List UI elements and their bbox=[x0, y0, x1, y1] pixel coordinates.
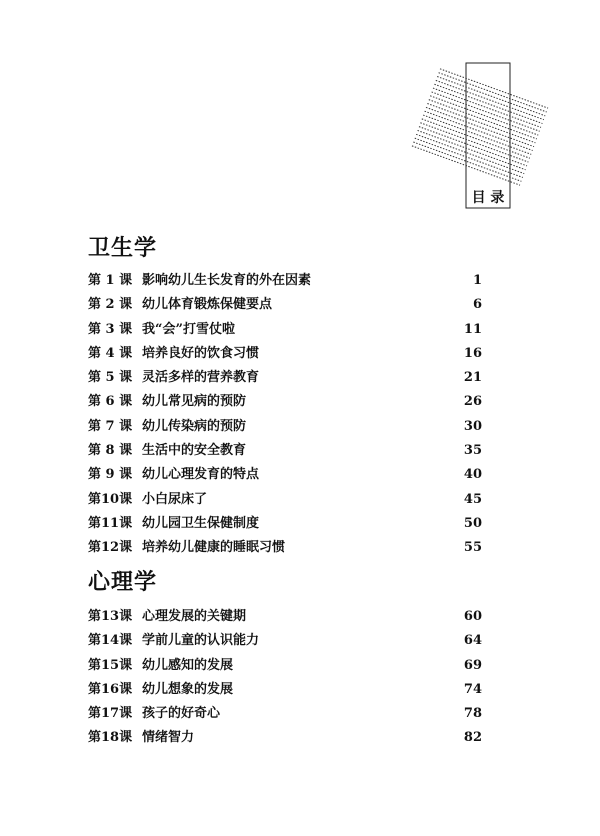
hatch-line bbox=[426, 107, 534, 146]
hatch-line bbox=[439, 73, 547, 112]
toc-entry-lesson-number: 第 3 课 bbox=[88, 321, 133, 337]
section-list-psychology bbox=[88, 608, 482, 754]
hatch-line bbox=[440, 69, 548, 108]
toc-entry-lesson-number: 第15课 bbox=[88, 657, 133, 673]
toc-entry-title: 幼儿感知的发展 bbox=[142, 657, 234, 673]
toc-entry-lesson-number: 第 7 课 bbox=[88, 418, 133, 434]
toc-entry bbox=[88, 632, 482, 656]
toc-entry-title: 培养良好的饮食习惯 bbox=[142, 345, 260, 361]
hatch-line bbox=[433, 88, 541, 127]
toc-entry bbox=[88, 608, 482, 632]
toc-entry bbox=[88, 515, 482, 539]
toc-entry-page-number: 16 bbox=[463, 345, 482, 361]
toc-entry-page-number: 45 bbox=[463, 491, 482, 507]
toc-entry-lesson-number: 第 9 课 bbox=[88, 467, 133, 483]
toc-entry-lesson-number: 第13课 bbox=[88, 609, 133, 624]
toc-entry bbox=[88, 442, 482, 466]
toc-entry-lesson-number: 第12课 bbox=[88, 540, 133, 556]
hatch-line bbox=[416, 134, 524, 173]
toc-entry-title: 情绪智力 bbox=[142, 730, 195, 746]
hatch-line bbox=[415, 138, 523, 177]
hatch-line bbox=[413, 142, 521, 181]
hatch-line bbox=[427, 103, 535, 142]
toc-entry-lesson-number: 第11课 bbox=[88, 515, 133, 531]
toc-entry bbox=[88, 345, 482, 369]
toc-entry-lesson-number: 第 6 课 bbox=[88, 394, 133, 410]
toc-entry bbox=[88, 491, 482, 515]
hatch-line bbox=[437, 77, 545, 116]
toc-entry-page-number: 6 bbox=[472, 297, 482, 313]
toc-entry-lesson-number: 第 2 课 bbox=[88, 297, 133, 313]
hatch-line bbox=[425, 111, 533, 150]
toc-entry bbox=[88, 272, 482, 296]
toc-entry-page-number: 21 bbox=[463, 370, 482, 386]
toc-entry-page-number: 82 bbox=[463, 730, 482, 746]
toc-entry-page-number: 11 bbox=[463, 321, 482, 337]
toc-entry-page-number: 55 bbox=[463, 540, 482, 556]
hatch-pattern bbox=[412, 69, 548, 185]
toc-entry-lesson-number: 第 1 课 bbox=[88, 273, 133, 288]
toc-entry-page-number: 1 bbox=[472, 273, 482, 288]
section-list-hygiene bbox=[88, 272, 482, 564]
toc-entry-title: 孩子的好奇心 bbox=[142, 706, 221, 722]
toc-entry-title: 学前儿童的认识能力 bbox=[142, 633, 260, 649]
hatch-line bbox=[418, 130, 526, 169]
toc-entry-lesson-number: 第10课 bbox=[88, 491, 133, 507]
toc-entry-title: 幼儿常见病的预防 bbox=[142, 394, 247, 410]
hatch-line bbox=[423, 115, 531, 154]
toc-entry-lesson-number: 第 5 课 bbox=[88, 370, 133, 386]
hatch-line bbox=[434, 84, 542, 123]
toc-entry-title: 幼儿园卫生保健制度 bbox=[142, 515, 260, 531]
hatch-line bbox=[430, 96, 538, 135]
hatch-line bbox=[436, 80, 544, 119]
toc-title: 目 录 bbox=[471, 190, 505, 206]
toc-entry-lesson-number: 第 8 课 bbox=[88, 443, 133, 459]
toc-entry-title: 生活中的安全教育 bbox=[142, 443, 247, 459]
section-heading-hygiene: 卫生学 bbox=[88, 235, 158, 261]
toc-entry-lesson-number: 第16课 bbox=[88, 681, 133, 697]
hatch-line bbox=[429, 100, 537, 139]
toc-entry bbox=[88, 369, 482, 393]
toc-entry bbox=[88, 681, 482, 705]
toc-entry-page-number: 26 bbox=[463, 394, 482, 410]
toc-entry-lesson-number: 第 4 课 bbox=[88, 345, 133, 361]
hatch-line bbox=[422, 119, 530, 158]
section-heading-psychology: 心理学 bbox=[88, 569, 158, 595]
toc-entry-lesson-number: 第14课 bbox=[88, 633, 133, 649]
hatch-line bbox=[420, 123, 528, 162]
toc-entry-title: 幼儿传染病的预防 bbox=[142, 418, 247, 434]
toc-entry-page-number: 30 bbox=[463, 418, 482, 434]
toc-entry-page-number: 64 bbox=[463, 633, 482, 649]
toc-entry-title: 我“会”打雪仗啦 bbox=[142, 321, 235, 337]
toc-entry-title: 影响幼儿生长发育的外在因素 bbox=[142, 273, 312, 288]
toc-entry bbox=[88, 418, 482, 442]
toc-entry-lesson-number: 第18课 bbox=[88, 730, 133, 746]
toc-entry-title: 培养幼儿健康的睡眠习惯 bbox=[142, 540, 286, 556]
toc-entry-page-number: 50 bbox=[463, 515, 482, 531]
toc-entry bbox=[88, 539, 482, 563]
toc-entry-page-number: 69 bbox=[463, 657, 482, 673]
toc-entry-title: 幼儿体育锻炼保健要点 bbox=[142, 297, 273, 313]
hatch-line bbox=[432, 92, 540, 131]
toc-entry-title: 小白尿床了 bbox=[142, 491, 208, 507]
toc-decoration bbox=[0, 0, 600, 230]
toc-entry bbox=[88, 657, 482, 681]
toc-entry-title: 幼儿想象的发展 bbox=[142, 681, 234, 697]
toc-entry-page-number: 78 bbox=[463, 706, 482, 722]
toc-entry-title: 幼儿心理发育的特点 bbox=[142, 467, 260, 483]
toc-entry-page-number: 60 bbox=[463, 609, 482, 624]
toc-entry bbox=[88, 705, 482, 729]
toc-entry-title: 灵活多样的营养教育 bbox=[142, 370, 260, 386]
toc-entry bbox=[88, 466, 482, 490]
toc-entry bbox=[88, 296, 482, 320]
toc-entry bbox=[88, 321, 482, 345]
toc-entry-page-number: 40 bbox=[463, 467, 482, 483]
toc-entry bbox=[88, 393, 482, 417]
toc-entry-title: 心理发展的关键期 bbox=[142, 609, 247, 624]
toc-entry-page-number: 35 bbox=[463, 443, 482, 459]
toc-entry bbox=[88, 729, 482, 753]
hatch-line bbox=[419, 127, 527, 166]
toc-entry-lesson-number: 第17课 bbox=[88, 706, 133, 722]
toc-entry-page-number: 74 bbox=[463, 681, 482, 697]
